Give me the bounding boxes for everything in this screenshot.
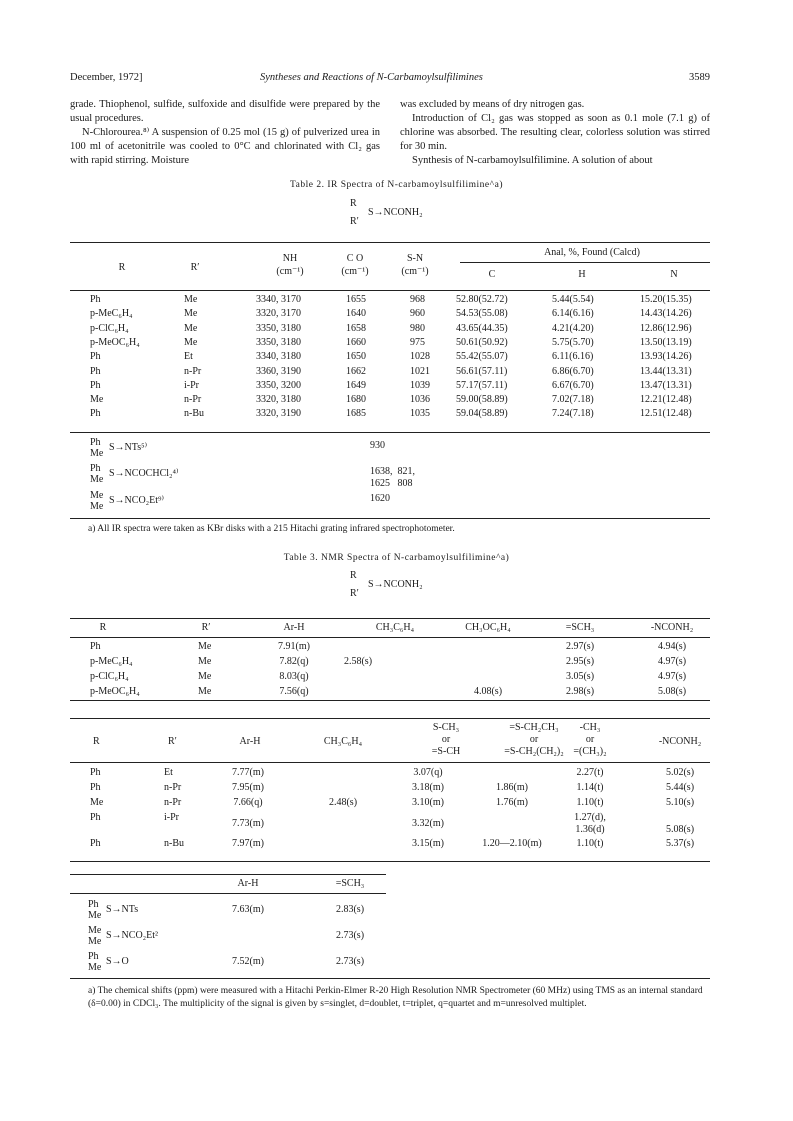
paragraph: grade. Thiophenol, sulfide, sulfoxide and disulfide were prepared by the usual procedures. <box>70 99 380 124</box>
table-cell: 2.83(s) <box>335 904 365 915</box>
table-cell-c: 54.53(55.08) <box>456 308 508 320</box>
table-cell-sn: 1028 <box>410 351 430 363</box>
table-cell: 5.08(s) <box>665 824 695 835</box>
table-cell-nh: 3320, 3180 <box>256 394 301 406</box>
table-cell-r: p-ClC₆H₄ <box>90 322 129 334</box>
table-cell: 3.05(s) <box>565 671 595 682</box>
table-cell-r: Ph <box>90 408 101 420</box>
table3c-header-rule <box>70 893 386 894</box>
struct-rp: R′ <box>350 216 359 227</box>
table-cell-r: p-MeOC₆H₄ <box>90 686 140 697</box>
paragraph: N-Chlorourea.⁸⁾ A suspension of 0.25 mol (15 g) of pulverized urea in 100 ml of acetonitrile was cooled to 0°C and chlorinated with Cl₂ gas with rapid stirring. Moisture <box>70 127 380 166</box>
table-cell: 7.91(m) <box>278 641 310 652</box>
table3a-header-rule <box>70 637 710 638</box>
table-cell-sn: 968 <box>410 294 425 305</box>
table-cell: 3.18(m) <box>412 782 444 793</box>
table-cell: 1.14(t) <box>576 782 604 793</box>
paragraph: Synthesis of N-carbamoylsulfilimine. A solution of about <box>412 155 653 166</box>
table-cell-rp: n-Bu <box>164 838 184 849</box>
table-cell-n: 13.47(13.31) <box>640 379 692 391</box>
table-cell: 7.56(q) <box>279 686 309 697</box>
table-cell-r: p-ClC₆H₄ <box>90 671 129 682</box>
table-cell: 8.03(q) <box>279 671 309 682</box>
table-cell: 1.86(m) <box>496 782 528 793</box>
struct-group: S→NCO₂Et⁹⁾ <box>109 495 164 506</box>
table-cell-h: 6.14(6.16) <box>552 308 594 320</box>
struct-bottom: Me <box>90 474 104 485</box>
table-cell-r: Ph <box>90 782 101 793</box>
table-cell-sn: 975 <box>410 336 425 348</box>
table-cell-c: 59.00(58.89) <box>456 394 508 406</box>
table-cell-nh: 3350, 3180 <box>256 336 301 348</box>
col-header-unit: (cm⁻¹) <box>401 266 429 277</box>
col-header-rp: R′ <box>190 262 200 273</box>
table-cell-co: 1649 <box>346 379 366 391</box>
table3-footnote: a) The chemical shifts (ppm) were measured with a Hitachi Perkin-Elmer R-20 High Resolution NMR Spectrometer (60 MHz) using TMS as an internal standard (δ=0.00) in CDCl₃. The multiplicity of the signal is given by s=singlet, d=doublet, t=triplet, q=quartet and m=unresolved multiplet. <box>88 986 703 1009</box>
table-cell-nh: 3350, 3200 <box>256 379 301 391</box>
table-cell-n: 13.50(13.19) <box>640 336 692 348</box>
table-cell-sn: 980 <box>410 322 425 334</box>
table-cell-rp: Me <box>184 308 198 320</box>
col-header-co: C O <box>346 253 364 264</box>
table-cell: 4.97(s) <box>657 656 687 667</box>
table-cell: 4.08(s) <box>473 686 503 697</box>
table3c-top-rule <box>70 874 386 875</box>
struct-r: R <box>350 198 357 209</box>
table-cell-h: 7.02(7.18) <box>552 394 594 406</box>
table-cell: 7.77(m) <box>232 767 264 778</box>
table-cell-r: p-MeC₆H₄ <box>90 656 133 667</box>
struct-top: Me <box>90 490 104 501</box>
table-cell-c: 59.04(58.89) <box>456 408 508 420</box>
table-cell-h: 6.67(6.70) <box>552 379 594 391</box>
table-cell-nh: 3320, 3190 <box>256 408 301 420</box>
col-header-c: C <box>488 269 496 280</box>
table-cell: 5.44(s) <box>665 782 695 793</box>
table2-bottom-rule <box>70 518 710 519</box>
table3a-bottom-rule <box>70 700 710 701</box>
table3a-top-rule <box>70 618 710 619</box>
table-cell-value: 930 <box>370 440 385 451</box>
table3b-bottom-rule <box>70 861 710 862</box>
table-cell-n: 12.21(12.48) <box>640 394 692 406</box>
col-header-h: H <box>578 269 586 280</box>
table-cell: 4.97(s) <box>657 671 687 682</box>
table2-top-rule <box>70 242 710 243</box>
table3c-bottom-rule <box>70 978 710 979</box>
table-cell-rp: Me <box>198 641 212 652</box>
table-cell-r: Ph <box>90 838 101 849</box>
table-cell: 1.10(t) <box>576 838 604 849</box>
table2-separator <box>70 432 710 433</box>
table-cell: 2.95(s) <box>565 656 595 667</box>
col-header: -NCONH₂ <box>658 736 702 747</box>
col-header: -CH₃ or =(CH₃)₂ <box>573 722 607 757</box>
table-cell-c: 50.61(50.92) <box>456 336 508 348</box>
table-cell-n: 12.51(12.48) <box>640 408 692 420</box>
table-cell-co: 1655 <box>346 294 366 305</box>
struct-group: S→O <box>106 956 129 967</box>
table-cell-r: p-MeC₆H₄ <box>90 308 133 320</box>
col-header-unit: (cm⁻¹) <box>341 266 369 277</box>
table-cell: 1.27(d), 1.36(d) <box>574 812 606 835</box>
col-header: S-CH₃ or =S-CH <box>431 722 461 757</box>
col-header-unit: (cm⁻¹) <box>276 266 304 277</box>
left-column <box>70 98 380 168</box>
col-header: =SCH₃ <box>335 878 365 889</box>
table-cell-nh: 3340, 3170 <box>256 294 301 305</box>
struct-group: S→NTs <box>106 904 139 915</box>
struct-group: S→NCONH₂ <box>368 579 423 590</box>
col-header: R′ <box>168 736 177 747</box>
table-cell: 3.10(m) <box>412 797 444 808</box>
col-header: Ar-H <box>239 736 261 747</box>
table-cell: 4.94(s) <box>657 641 687 652</box>
table-cell-rp: i-Pr <box>184 379 199 391</box>
struct-top: Me <box>88 925 102 936</box>
struct-rp: R′ <box>350 588 359 599</box>
table-cell-c: 57.17(57.11) <box>456 379 508 391</box>
table-cell: 7.82(q) <box>279 656 309 667</box>
table-cell-n: 12.86(12.96) <box>640 322 692 334</box>
right-column <box>400 98 710 168</box>
col-header: CH₃C₆H₄ <box>375 622 415 633</box>
table-cell-nh: 3360, 3190 <box>256 365 301 377</box>
table-cell-h: 4.21(4.20) <box>552 322 594 334</box>
col-header: =S-CH₂CH₃ or =S-CH₂(CH₂)₂ <box>504 722 564 757</box>
struct-group: S→NTs⁵⁾ <box>109 442 148 453</box>
table-cell-rp: Me <box>184 294 198 305</box>
table-cell: 1.20—2.10(m) <box>482 838 542 849</box>
col-header: Ar-H <box>237 878 259 889</box>
table-cell-h: 7.24(7.18) <box>552 408 594 420</box>
col-header-nh: NH <box>282 253 298 264</box>
struct-r: R <box>350 570 357 581</box>
table-cell: 1.76(m) <box>496 797 528 808</box>
table-cell-n: 15.20(15.35) <box>640 294 692 305</box>
table-cell: 7.97(m) <box>232 838 264 849</box>
table-cell: 5.08(s) <box>657 686 687 697</box>
struct-top: Ph <box>90 463 101 474</box>
table-cell-rp: Me <box>184 322 198 334</box>
col-header: R <box>93 736 100 747</box>
table-cell: 2.73(s) <box>335 930 365 941</box>
table-cell-co: 1660 <box>346 336 366 348</box>
table-cell-nh: 3340, 3180 <box>256 351 301 363</box>
struct-bottom: Me <box>88 962 102 973</box>
table-cell-h: 5.44(5.54) <box>552 294 594 305</box>
struct-top: Ph <box>90 437 101 448</box>
table-cell-rp: n-Bu <box>184 408 204 420</box>
table-cell-r: p-MeOC₆H₄ <box>90 336 140 348</box>
table-cell-co: 1662 <box>346 365 366 377</box>
table-cell-r: Ph <box>90 379 101 391</box>
table-cell: 7.52(m) <box>232 956 264 967</box>
table-cell-r: Ph <box>90 294 101 305</box>
struct-top: Ph <box>88 899 99 910</box>
struct-bottom: Me <box>90 448 104 459</box>
table-cell-nh: 3350, 3180 <box>256 322 301 334</box>
table-cell: 3.15(m) <box>412 838 444 849</box>
table2-caption: Table 2. IR Spectra of N-carbamoylsulfilimine^a) <box>290 180 503 190</box>
table-cell-r: Ph <box>90 812 101 823</box>
table-cell-n: 13.93(14.26) <box>640 351 692 363</box>
table-cell-rp: n-Pr <box>164 797 182 808</box>
struct-bottom: Me <box>88 936 102 947</box>
struct-group: S→NCOCHCl₂⁴⁾ <box>109 468 179 479</box>
col-header-r: R <box>118 262 126 273</box>
table-cell-co: 1685 <box>346 408 366 420</box>
col-header: CH₃C₆H₄ <box>323 736 363 747</box>
table-cell-h: 6.11(6.16) <box>552 351 594 363</box>
table-cell-rp: Et <box>184 351 193 363</box>
table-cell-h: 5.75(5.70) <box>552 336 594 348</box>
table-cell-co: 1640 <box>346 308 366 320</box>
struct-bottom: Me <box>90 501 104 512</box>
table-cell: 2.27(t) <box>576 767 604 778</box>
table3b-header-rule <box>70 762 710 763</box>
table-cell: 5.02(s) <box>665 767 695 778</box>
table-cell: 2.48(s) <box>328 797 358 808</box>
table-cell: 7.63(m) <box>232 904 264 915</box>
col-header: R′ <box>201 622 211 633</box>
table-cell: 3.07(q) <box>413 767 443 778</box>
table-cell-h: 6.86(6.70) <box>552 365 594 377</box>
table3-caption: Table 3. NMR Spectra of N-carbamoylsulfilimine^a) <box>283 553 510 563</box>
table-cell-nh: 3320, 3170 <box>256 308 301 320</box>
col-header: -NCONH₂ <box>650 622 694 633</box>
struct-group: S→NCONH₂ <box>368 207 423 218</box>
page-number: 3589 <box>689 72 710 83</box>
table-cell-rp: Me <box>198 656 212 667</box>
col-header: CH₃OC₆H₄ <box>465 622 511 633</box>
header-title: Syntheses and Reactions of N-Carbamoylsulfilimines <box>260 72 483 83</box>
paragraph: Introduction of Cl₂ gas was stopped as soon as 0.1 mole (7.1 g) of chlorine was absorbed. The resulting clear, colorless solution was stirred for 30 min. <box>400 113 710 152</box>
table2-footnote: a) All IR spectra were taken as KBr disks with a 215 Hitachi grating infrared spectrophotometer. <box>88 524 455 534</box>
table-cell-value: 1620 <box>370 493 390 504</box>
table-cell-rp: n-Pr <box>184 394 202 406</box>
paragraph: was excluded by means of dry nitrogen gas. <box>400 99 585 110</box>
struct-bottom: Me <box>88 910 102 921</box>
table-cell: 7.73(m) <box>232 818 264 829</box>
table-cell: 2.73(s) <box>335 956 365 967</box>
col-header-sn: S-N <box>406 253 424 264</box>
table-cell-rp: i-Pr <box>164 812 179 823</box>
table-cell: 5.37(s) <box>665 838 695 849</box>
table-cell: 3.32(m) <box>412 818 444 829</box>
col-header: =SCH₃ <box>565 622 595 633</box>
struct-top: Ph <box>88 951 99 962</box>
table-cell: 2.97(s) <box>565 641 595 652</box>
table-cell-rp: Me <box>198 686 212 697</box>
table-cell-sn: 1021 <box>410 365 430 377</box>
table-cell: 7.95(m) <box>232 782 264 793</box>
col-header-anal: Anal, %, Found (Calcd) <box>544 247 640 258</box>
table-cell-c: 55.42(55.07) <box>456 351 508 363</box>
table-cell-r: Me <box>90 797 104 808</box>
table-cell-c: 43.65(44.35) <box>456 322 508 334</box>
table-cell-rp: Me <box>184 336 198 348</box>
struct-group: S→NCO₂Et² <box>106 930 159 941</box>
table-cell: 2.98(s) <box>565 686 595 697</box>
table3-structure <box>350 570 423 599</box>
table-cell-r: Ph <box>90 351 101 363</box>
table-cell: 2.58(s) <box>343 656 373 667</box>
table-cell-rp: Me <box>198 671 212 682</box>
table2-structure <box>350 198 423 227</box>
table-cell-value: 1638, 821, 1625 808 <box>370 466 415 489</box>
table-cell-sn: 1035 <box>410 408 430 420</box>
table-cell: 7.66(q) <box>233 797 263 808</box>
table-cell-n: 14.43(14.26) <box>640 308 692 320</box>
table-cell-c: 56.61(57.11) <box>456 365 508 377</box>
table-cell-co: 1680 <box>346 394 366 406</box>
header-date: December, 1972] <box>70 72 143 83</box>
table-cell: 5.10(s) <box>665 797 695 808</box>
table-cell-c: 52.80(52.72) <box>456 294 508 305</box>
table-cell-r: Ph <box>90 641 101 652</box>
table2-header-rule <box>70 290 710 291</box>
table-cell-rp: n-Pr <box>184 365 202 377</box>
table-cell-r: Me <box>90 394 104 406</box>
table-cell-co: 1650 <box>346 351 366 363</box>
col-header: R <box>99 622 107 633</box>
table-cell-n: 13.44(13.31) <box>640 365 692 377</box>
table-cell-co: 1658 <box>346 322 366 334</box>
table-cell-sn: 960 <box>410 308 425 320</box>
table-cell-sn: 1039 <box>410 379 430 391</box>
col-header: Ar-H <box>283 622 305 633</box>
anal-underline <box>460 262 710 263</box>
col-header-n: N <box>670 269 678 280</box>
table-cell-rp: n-Pr <box>164 782 182 793</box>
table-cell-r: Ph <box>90 767 101 778</box>
table-cell: 1.10(t) <box>576 797 604 808</box>
table-cell-rp: Et <box>164 767 173 778</box>
table-cell-sn: 1036 <box>410 394 430 406</box>
table-cell-r: Ph <box>90 365 101 377</box>
table3b-top-rule <box>70 718 710 719</box>
